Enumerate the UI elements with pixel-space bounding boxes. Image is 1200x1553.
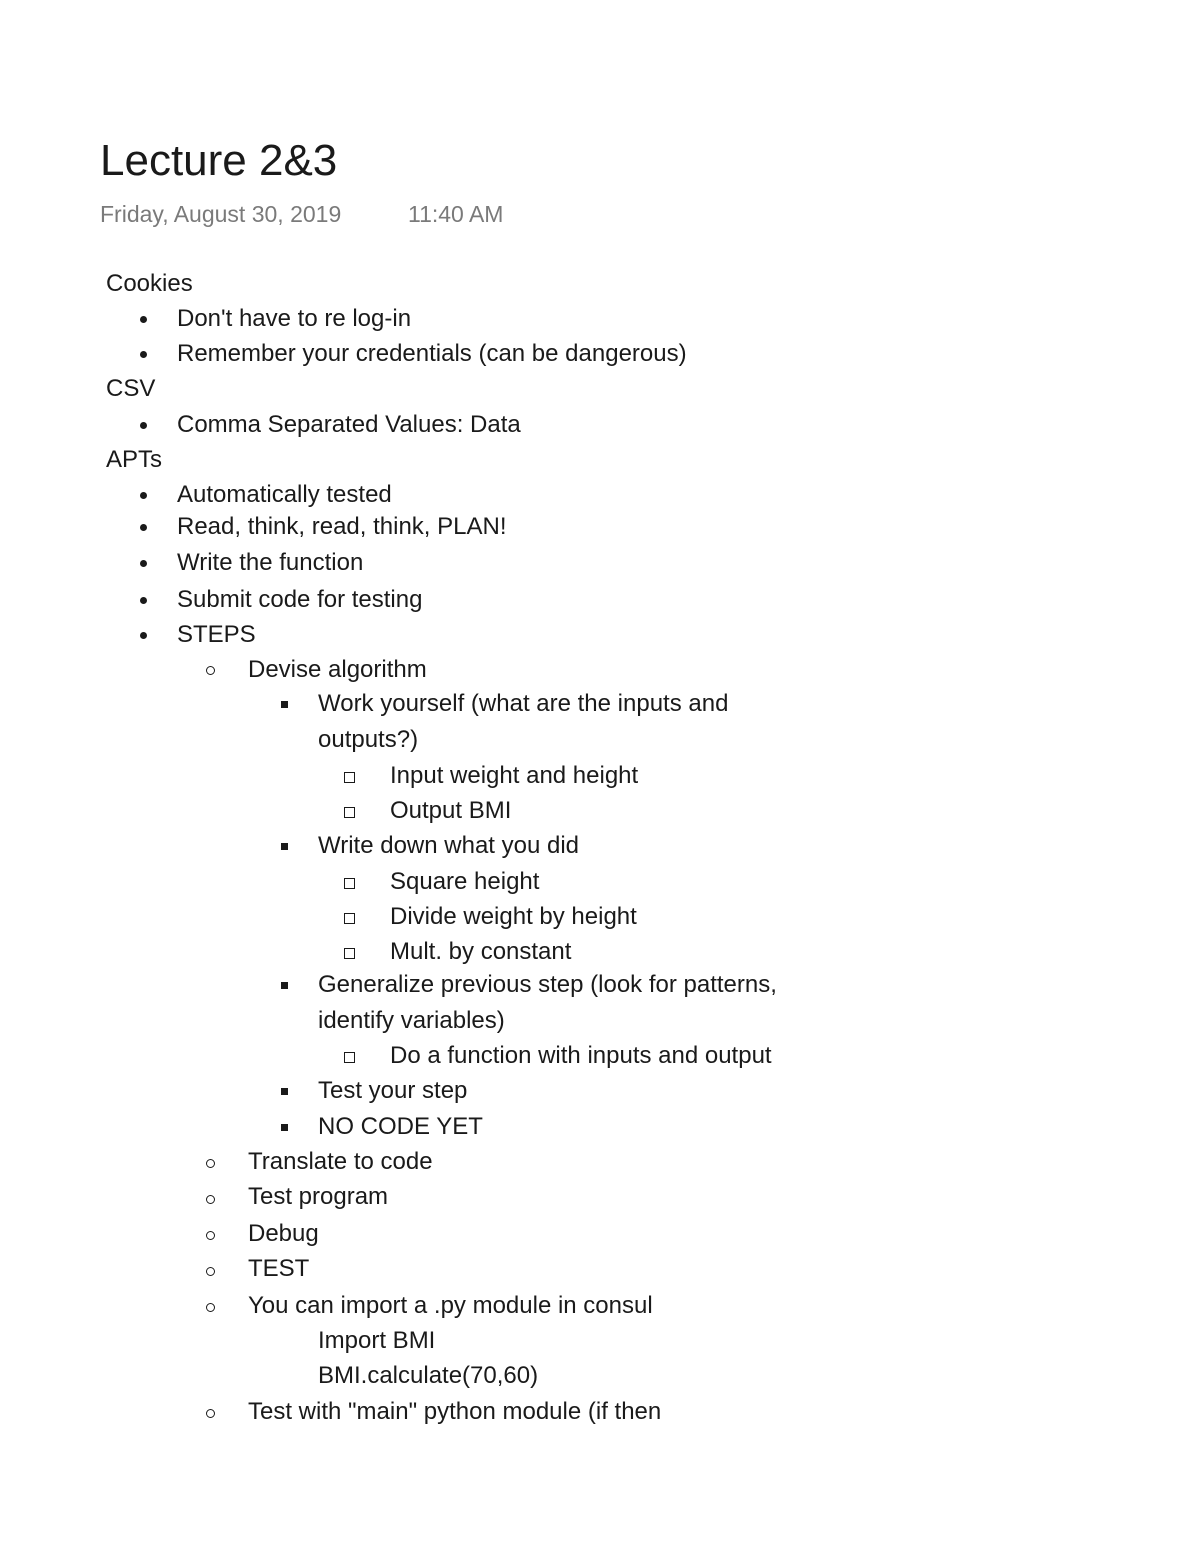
bullet-square-icon [281,1124,288,1131]
list-item: Test program [248,1183,389,1210]
bullet-dot-icon [140,492,147,499]
list-item: Test your step [318,1077,468,1104]
list-item-continuation: identify variables) [318,1007,505,1034]
section-heading-csv: CSV [106,375,156,402]
list-item: You can import a .py module in consul [248,1292,653,1319]
list-item: Write down what you did [318,832,580,859]
bullet-box-icon [344,948,355,959]
bullet-box-icon [344,1052,355,1063]
bullet-dot-icon [140,632,147,639]
bullet-square-icon [281,701,288,708]
list-item: Automatically tested [177,481,392,508]
section-heading-apts: APTs [106,446,163,473]
bullet-circle-icon [206,1267,215,1276]
list-item: Work yourself (what are the inputs and [318,690,729,717]
list-item: Debug [248,1220,319,1247]
page-time: 11:40 AM [408,201,504,227]
bullet-square-icon [281,1088,288,1095]
bullet-circle-icon [206,1231,215,1240]
bullet-dot-icon [140,524,147,531]
list-item: Mult. by constant [390,938,572,965]
bullet-dot-icon [140,422,147,429]
code-line: BMI.calculate(70,60) [318,1362,539,1389]
bullet-square-icon [281,982,288,989]
bullet-dot-icon [140,597,147,604]
bullet-circle-icon [206,666,215,675]
list-item: Generalize previous step (look for patterns, [318,971,777,998]
list-item: Translate to code [248,1148,433,1175]
bullet-circle-icon [206,1195,215,1204]
page-title: Lecture 2&3 [100,136,338,185]
bullet-circle-icon [206,1303,215,1312]
list-item: Devise algorithm [248,656,427,683]
list-item: Comma Separated Values: Data [177,411,521,438]
list-item: Do a function with inputs and output [390,1042,772,1069]
bullet-circle-icon [206,1409,215,1418]
list-item: Divide weight by height [390,903,637,930]
bullet-dot-icon [140,316,147,323]
bullet-circle-icon [206,1159,215,1168]
bullet-box-icon [344,878,355,889]
list-item: NO CODE YET [318,1113,483,1140]
bullet-square-icon [281,843,288,850]
bullet-box-icon [344,772,355,783]
bullet-dot-icon [140,560,147,567]
bullet-box-icon [344,913,355,924]
list-item: TEST [248,1255,310,1282]
list-item: Output BMI [390,797,512,824]
list-item: Submit code for testing [177,586,423,613]
section-heading-cookies: Cookies [106,270,193,297]
list-item-continuation: outputs?) [318,726,419,753]
list-item: Test with "main" python module (if then [248,1398,662,1425]
list-item: Write the function [177,549,364,576]
list-item: Don't have to re log-in [177,305,412,332]
bullet-dot-icon [140,351,147,358]
list-item: Read, think, read, think, PLAN! [177,513,507,540]
list-item: Input weight and height [390,762,639,789]
bullet-box-icon [344,807,355,818]
list-item: Remember your credentials (can be dangerous) [177,340,687,367]
page-date: Friday, August 30, 2019 [100,201,342,227]
list-item: STEPS [177,621,256,648]
list-item: Square height [390,868,540,895]
code-line: Import BMI [318,1327,436,1354]
